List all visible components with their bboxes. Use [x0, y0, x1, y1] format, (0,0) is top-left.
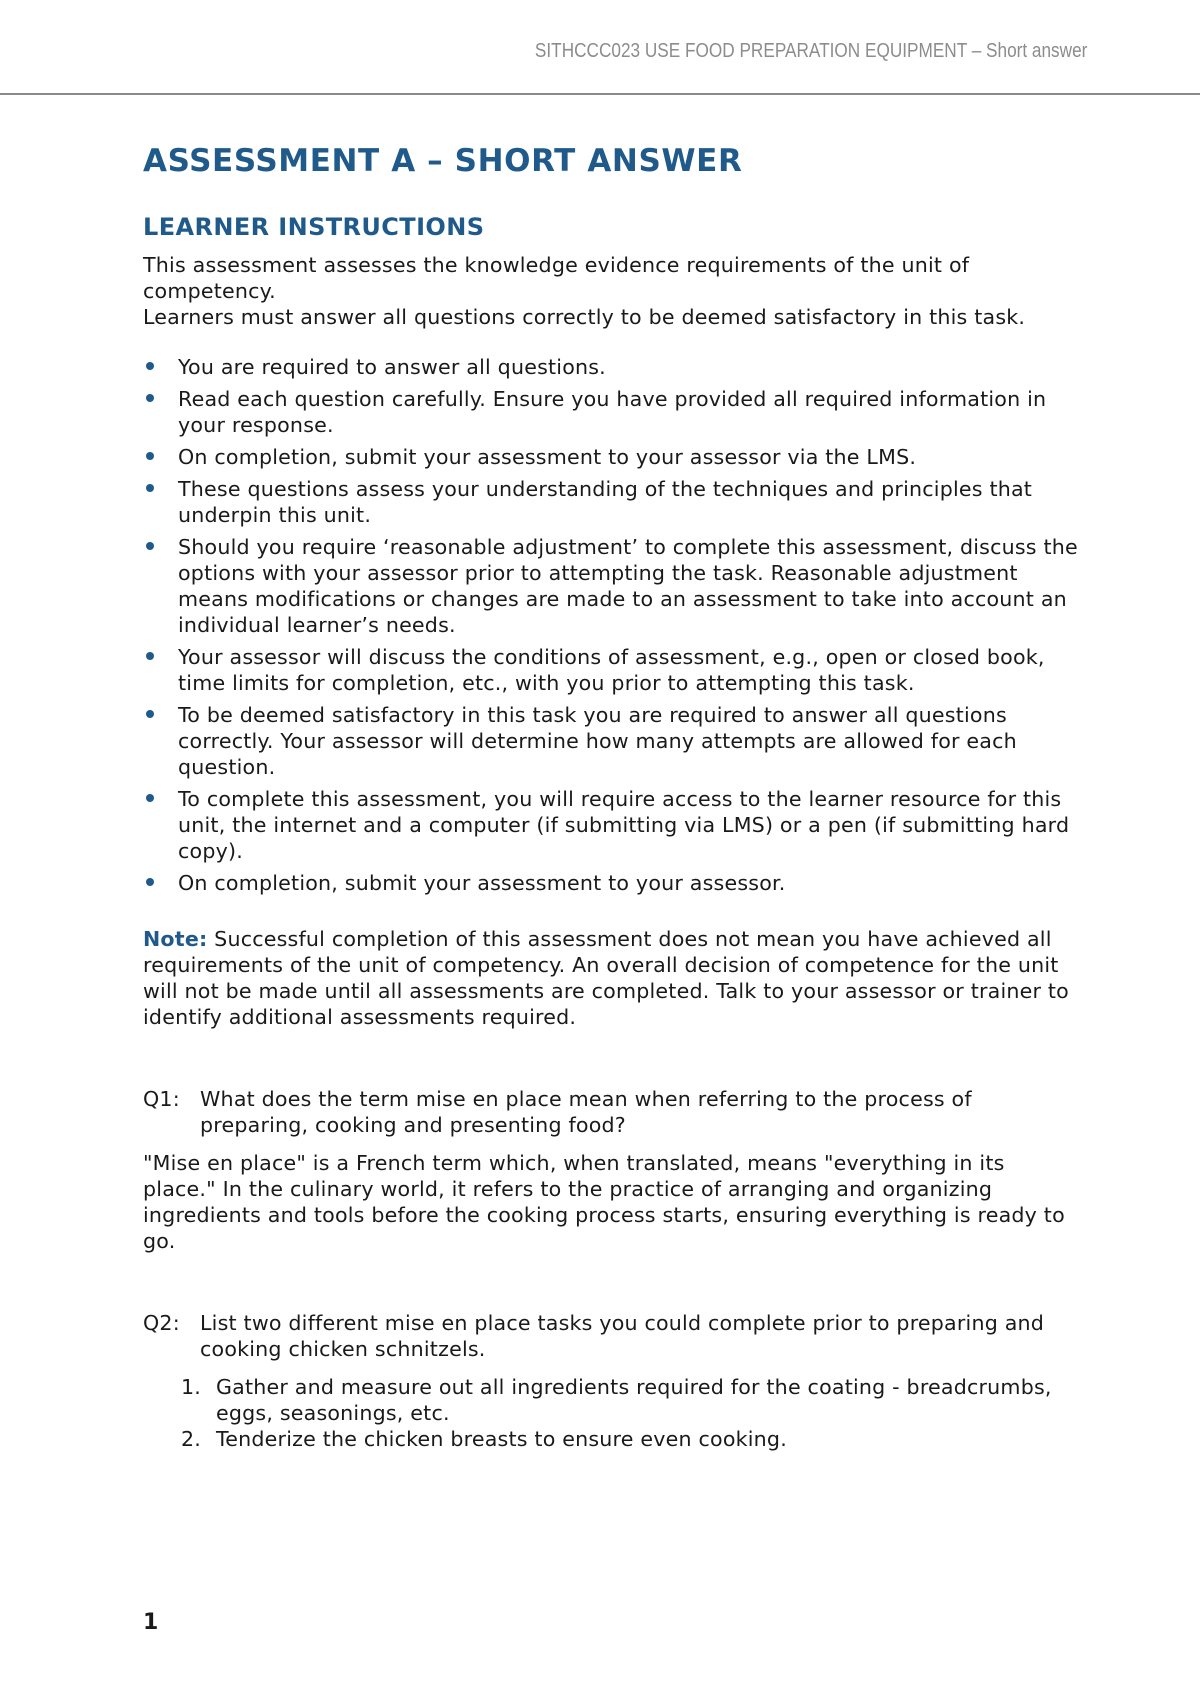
- note-paragraph: [143, 926, 1083, 1030]
- list-item-text: On completion, submit your assessment to your assessor.: [178, 871, 786, 895]
- note-label: Note:: [143, 927, 208, 951]
- question-1: [143, 1086, 1083, 1138]
- instructions-list: [143, 354, 1083, 896]
- list-item-text: Tenderize the chicken breasts to ensure even cooking.: [216, 1427, 787, 1451]
- bullet-icon: [146, 794, 154, 802]
- bullet-icon: [146, 362, 154, 370]
- list-item-text: To complete this assessment, you will require access to the learner resource for this unit, the internet and a computer (if submitting via LMS) or a pen (if submitting hard copy).: [178, 787, 1070, 863]
- header-title: SITHCCC023 USE FOOD PREPARATION EQUIPMENT – Short answer: [534, 40, 1087, 62]
- list-item: [143, 354, 1083, 380]
- instructions-intro-1: This assessment assesses the knowledge evidence requirements of the unit of competency.: [143, 253, 970, 303]
- page-header: [0, 0, 1200, 95]
- list-item: [143, 702, 1083, 780]
- question-number: Q2:: [143, 1311, 180, 1335]
- list-item: [143, 1426, 1083, 1452]
- question-text: List two different mise en place tasks you could complete prior to preparing and cooking chicken schnitzels.: [200, 1311, 1045, 1361]
- bullet-icon: [146, 710, 154, 718]
- list-item-text: You are required to answer all questions.: [178, 355, 606, 379]
- list-item: [143, 1374, 1083, 1426]
- list-item: [143, 786, 1083, 864]
- bullet-icon: [146, 484, 154, 492]
- list-item: [143, 444, 1083, 470]
- list-item-text: Your assessor will discuss the conditions of assessment, e.g., open or closed book, time limits for completion, etc., with you prior to attempting this task.: [178, 645, 1045, 695]
- bullet-icon: [146, 452, 154, 460]
- answer-1: "Mise en place" is a French term which, when translated, means "everything in its place." In the culinary world, it refers to the practice of arranging and organizing ingredients and tools before the cooking process starts, ensuring everything is ready to go.: [143, 1151, 1065, 1253]
- list-number: 1.: [181, 1375, 202, 1399]
- list-item: [143, 534, 1083, 638]
- page-title: ASSESSMENT A – SHORT ANSWER: [143, 143, 743, 179]
- list-item-text: These questions assess your understanding of the techniques and principles that underpin this unit.: [178, 477, 1033, 527]
- document-body: [143, 140, 1083, 1452]
- list-item-text: Gather and measure out all ingredients required for the coating - breadcrumbs, eggs, seasonings, etc.: [216, 1375, 1052, 1425]
- list-item: [143, 386, 1083, 438]
- question-number: Q1:: [143, 1087, 180, 1111]
- question-2: [143, 1310, 1083, 1362]
- bullet-icon: [146, 878, 154, 886]
- list-number: 2.: [181, 1427, 202, 1451]
- list-item: [143, 644, 1083, 696]
- list-item: [143, 476, 1083, 528]
- instructions-intro-2: Learners must answer all questions correctly to be deemed satisfactory in this task.: [143, 305, 1026, 329]
- instructions-heading: LEARNER INSTRUCTIONS: [143, 213, 485, 241]
- list-item-text: Should you require ‘reasonable adjustment’ to complete this assessment, discuss the options with your assessor prior to attempting the task. Reasonable adjustment means modifications or changes are made to an assessment to take into account an individual learner’s needs.: [178, 535, 1078, 637]
- answer-2-list: [143, 1374, 1083, 1452]
- question-text: What does the term mise en place mean when referring to the process of preparing, cooking and presenting food?: [200, 1087, 972, 1137]
- bullet-icon: [146, 652, 154, 660]
- bullet-icon: [146, 542, 154, 550]
- list-item-text: Read each question carefully. Ensure you have provided all required information in your response.: [178, 387, 1047, 437]
- list-item: [143, 870, 1083, 896]
- bullet-icon: [146, 394, 154, 402]
- list-item-text: On completion, submit your assessment to your assessor via the LMS.: [178, 445, 917, 469]
- note-text: Successful completion of this assessment does not mean you have achieved all requirements of the unit of competency. An overall decision of competence for the unit will not be made until all assessments are completed. Talk to your assessor or trainer to identify additional assessments required.: [143, 927, 1069, 1029]
- page-number: 1: [143, 1610, 159, 1635]
- list-item-text: To be deemed satisfactory in this task you are required to answer all questions correctly. Your assessor will determine how many attempts are allowed for each question.: [178, 703, 1017, 779]
